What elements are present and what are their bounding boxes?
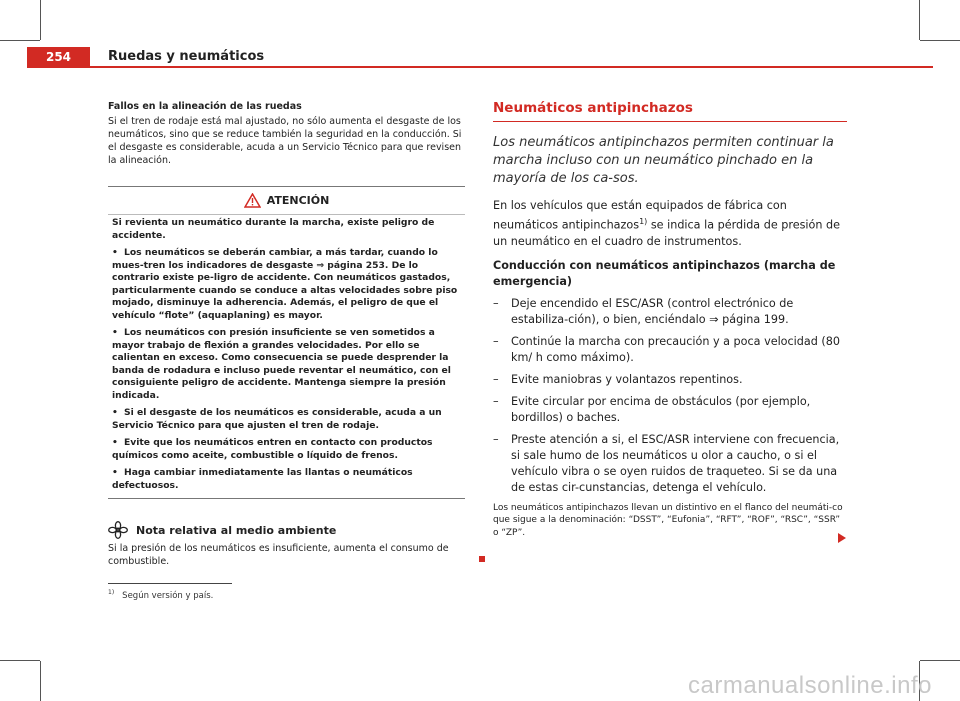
list-item: – Preste atención a si, el ESC/ASR interviene con frecuencia, si sale humo de los neumáticos u olor a caucho, o si el vehículo vibra o se oyen ruidos de traqueteo. Si se da una de estas cir-cunstancias, detenga el vehículo. xyxy=(493,432,840,494)
end-marker xyxy=(479,556,485,562)
attention-item: • Los neumáticos se deberán cambiar, a más tardar, cuando lo mues-tren los indicadores de desgaste ⇒ página 253. De lo contrario existe pe-ligro de accidente. Con neumáticos gastados, particularmente cuando se conduce a altas velocidades sobre piso mojado, disminuye la adherencia. Además, el peligro de que el vehículo “flote” (aquaplaning) es mayor. xyxy=(112,247,458,321)
section-intro: Los neumáticos antipinchazos permiten continuar la marcha incluso con un neumático pinchado en la mayoría de los ca-sos. xyxy=(493,135,834,186)
crop-mark xyxy=(920,40,960,41)
attention-item: • Los neumáticos con presión insuficiente se ven sometidos a mayor trabajo de flexión a grandes velocidades. Por ello se calientan en exceso. Como consecuencia se puede desprender la banda de rodadura e incluso puede reventar el neumático, con el consiguiente peligro de accidente. Mantenga siempre la presión indicada. xyxy=(112,327,451,401)
environment-title: Nota relativa al medio ambiente xyxy=(136,523,337,537)
header-rule xyxy=(27,66,933,68)
crop-mark xyxy=(0,660,40,661)
footnote-rule xyxy=(108,583,232,584)
fallos-text: Si el tren de rodaje está mal ajustado, no sólo aumenta el desgaste de los neumáticos, sino que se reduce también la seguridad en la conducción. Si el desgaste es considerable, acuda a un Servicio Técnico para que revisen la alineación. xyxy=(108,116,462,166)
attention-item: • Evite que los neumáticos entren en contacto con productos químicos como aceite, combustible o líquido de frenos. xyxy=(112,437,433,461)
attention-item: • Haga cambiar inmediatamente las llantas o neumáticos defectuosos. xyxy=(112,467,413,491)
environment-header xyxy=(108,521,465,539)
crop-mark xyxy=(920,660,960,661)
list-item: – Deje encendido el ESC/ASR (control electrónico de estabiliza-ción), o bien, enciéndalo ⇒ página 199. xyxy=(493,296,794,326)
continue-arrow-icon xyxy=(838,533,846,543)
crop-mark xyxy=(0,40,40,41)
section-title: Neumáticos antipinchazos xyxy=(493,100,847,122)
left-column xyxy=(108,100,465,568)
footnote: $^{1)}$ Según versión y país. xyxy=(108,589,214,601)
right-column xyxy=(493,100,847,539)
attention-box xyxy=(108,186,465,499)
flower-icon xyxy=(108,521,128,539)
crop-mark xyxy=(40,0,41,40)
attention-item: • Si el desgaste de los neumáticos es considerable, acuda a un Servicio Técnico para que ajusten el tren de rodaje. xyxy=(112,407,442,431)
environment-text: Si la presión de los neumáticos es insuficiente, aumenta el consumo de combustible. xyxy=(108,542,465,568)
closing-note: Los neumáticos antipinchazos llevan un distintivo en el flanco del neumáti-co que sigue a la denominación: “DSST”, “Eufonia”, “RFT”, “ROF”, “RSC”, “SSR” o “ZP”. xyxy=(493,502,843,538)
list-item: – Evite circular por encima de obstáculos (por ejemplo, bordillos) o baches. xyxy=(493,394,811,424)
header-title: Ruedas y neumáticos xyxy=(108,49,265,64)
attention-body xyxy=(108,214,465,498)
crop-mark xyxy=(40,661,41,701)
warning-triangle-icon xyxy=(244,193,261,208)
subheading: Conducción con neumáticos antipinchazos (marcha de emergencia) xyxy=(493,258,836,288)
attention-title: ATENCIÓN xyxy=(266,194,330,207)
attention-intro: Si revienta un neumático durante la marcha, existe peligro de accidente. xyxy=(112,217,435,241)
watermark: carmanualsonline.info xyxy=(688,672,932,699)
page-number: 254 xyxy=(27,47,90,67)
attention-header xyxy=(108,187,465,214)
list-item: – Continúe la marcha con precaución y a poca velocidad (80 km/ h como máximo). xyxy=(493,334,840,364)
list-item: – Evite maniobras y volantazos repentinos. xyxy=(493,372,743,386)
crop-mark xyxy=(919,0,920,40)
fallos-title: Fallos en la alineación de las ruedas xyxy=(108,101,302,112)
paragraph: En los vehículos que están equipados de fábrica con neumáticos antipinchazos$^{1)}$ se indica la pérdida de presión de un neumático en el cuadro de instrumentos. xyxy=(493,199,841,248)
